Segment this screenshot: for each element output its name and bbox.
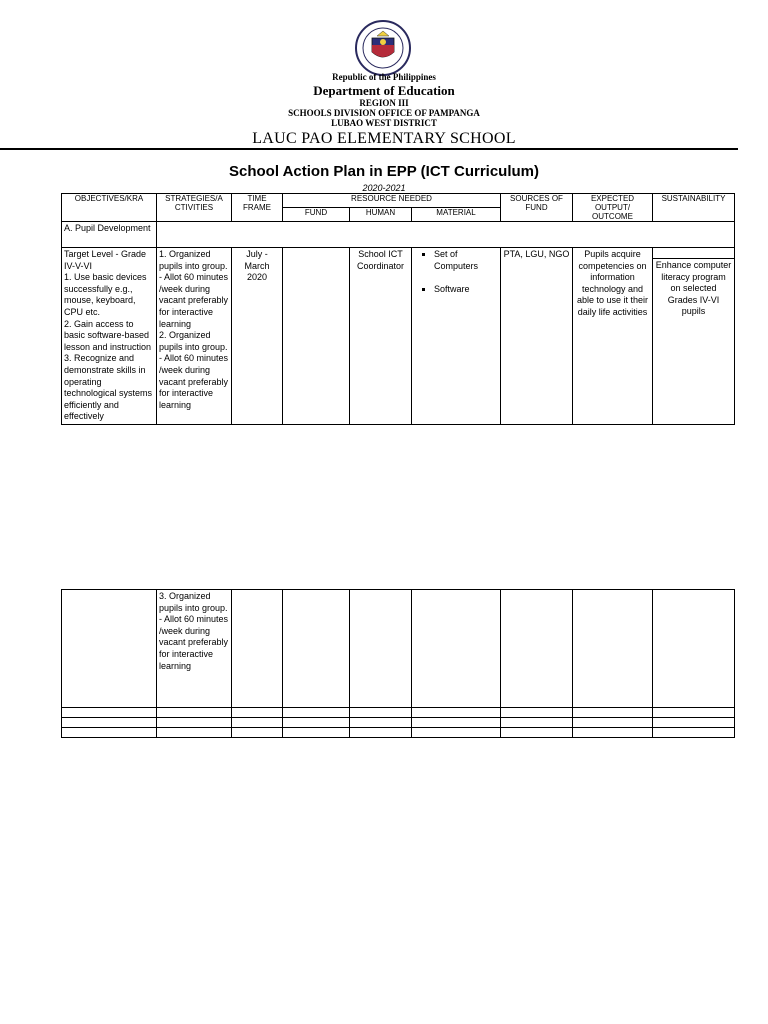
fund-cell	[283, 248, 350, 425]
strategies-cell: 3. Organized pupils into group. - Allot 60 minutes /week during vacant preferably for interactive learning	[157, 590, 232, 708]
sustainability-cell: Enhance computer literacy program on selected Grades IV-VI pupils	[653, 248, 735, 425]
department-heading: Department of Education	[313, 83, 455, 98]
deped-seal-icon	[355, 20, 411, 76]
table-header-row	[62, 194, 735, 208]
header-divider	[0, 148, 738, 150]
header-sustainability: SUSTAINABILITY	[653, 194, 735, 222]
table-row	[62, 590, 735, 708]
expected-cell: Pupils acquire competencies on information technology and able to use it their daily life activities	[573, 248, 653, 425]
header-fund: FUND	[283, 208, 350, 222]
header-time-frame: TIME FRAME	[232, 194, 283, 222]
table-row	[62, 248, 735, 425]
section-label: A. Pupil Development	[62, 222, 157, 248]
objectives-cell: Target Level - Grade IV-V-VI 1. Use basic devices successfully e.g., mouse, keyboard, CPU etc. 2. Gain access to basic software-based lesson and instruction 3. Recognize and demonstrate skills in operating technological systems efficiently and effectively	[62, 248, 157, 425]
material-item: ▪ Set of Computers	[434, 249, 498, 272]
action-plan-table-continued	[61, 589, 735, 738]
header-objectives: OBJECTIVES/KRA	[62, 194, 157, 222]
table-row	[62, 728, 735, 738]
human-cell: School ICT Coordinator	[350, 248, 412, 425]
section-row	[62, 222, 735, 248]
table-row	[62, 708, 735, 718]
school-year: 2020-2021	[362, 183, 406, 193]
action-plan-table	[61, 193, 735, 425]
district-heading: LUBAO WEST DISTRICT	[331, 118, 437, 128]
header-expected: EXPECTED OUTPUT/ OUTCOME	[573, 194, 653, 222]
header-strategies: STRATEGIES/A CTIVITIES	[157, 194, 232, 222]
region-heading: REGION III	[359, 98, 409, 108]
document-title: School Action Plan in EPP (ICT Curriculum)	[228, 163, 540, 180]
sources-cell: PTA, LGU, NGO	[501, 248, 573, 425]
table-row	[62, 718, 735, 728]
header-sources: SOURCES OF FUND	[501, 194, 573, 222]
division-heading: SCHOOLS DIVISION OFFICE OF PAMPANGA	[288, 108, 480, 118]
material-cell	[412, 248, 501, 425]
header-resource-needed: RESOURCE NEEDED	[283, 194, 501, 208]
republic-heading: Republic of the Philippines	[332, 72, 436, 82]
time-frame-cell: July - March 2020	[232, 248, 283, 425]
header-material: MATERIAL	[412, 208, 501, 222]
school-name: LAUC PAO ELEMENTARY SCHOOL	[252, 130, 516, 147]
strategies-cell: 1. Organized pupils into group. - Allot 60 minutes /week during vacant preferably for interactive learning 2. Organized pupils into group. - Allot 60 minutes /week during vacant preferably for interactive learning	[157, 248, 232, 425]
material-item: ▪ Software	[434, 284, 498, 296]
header-human: HUMAN	[350, 208, 412, 222]
